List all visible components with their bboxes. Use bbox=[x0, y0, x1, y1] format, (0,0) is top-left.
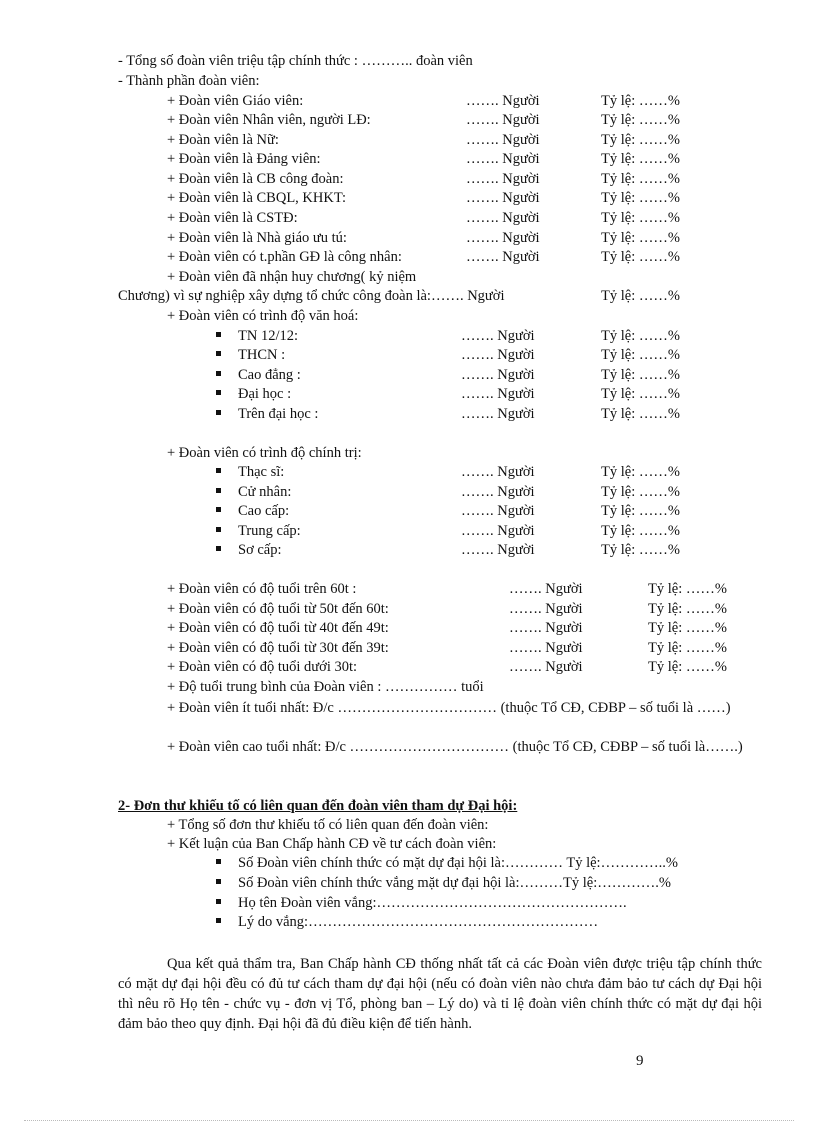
bullet-icon bbox=[216, 879, 221, 884]
bullet-icon bbox=[216, 899, 221, 904]
bullet-icon bbox=[216, 371, 221, 376]
absent-names-line: Họ tên Đoàn viên vắng:……………………………………………. bbox=[216, 894, 627, 914]
bullet-icon bbox=[216, 410, 221, 415]
bullet-icon bbox=[216, 859, 221, 864]
bullet-icon bbox=[216, 507, 221, 512]
composition-title: - Thành phần đoàn viên: bbox=[118, 73, 260, 89]
bullet-icon bbox=[216, 488, 221, 493]
conclusion-line: + Kết luận của Ban Chấp hành CĐ về tư cách đoàn viên: bbox=[167, 836, 497, 852]
complaints-total-line: + Tổng số đơn thư khiếu tố có liên quan đến đoàn viên: bbox=[167, 817, 489, 833]
bullet-icon bbox=[216, 332, 221, 337]
youngest-member-line: + Đoàn viên ít tuổi nhất: Đ/c …………………………… (thuộc Tổ CĐ, CĐBP – số tuổi là ……) bbox=[167, 700, 731, 716]
total-members-line: - Tổng số đoàn viên triệu tập chính thức : ……….. đoàn viên bbox=[118, 53, 473, 69]
medal-line-1: + Đoàn viên đã nhận huy chương( kỷ niệm bbox=[167, 269, 417, 285]
absence-reason-line: Lý do vắng:…………………………………………………… bbox=[216, 913, 598, 933]
attendance-absent-line: Số Đoàn viên chính thức vắng mặt dự đại hội là:………Tỷ lệ:………….% bbox=[216, 874, 671, 894]
bullet-icon bbox=[216, 918, 221, 923]
bullet-icon bbox=[216, 546, 221, 551]
oldest-member-line: + Đoàn viên cao tuổi nhất: Đ/c …………………………… (thuộc Tổ CĐ, CĐBP – số tuổi là…….) bbox=[167, 739, 743, 755]
closing-paragraph: Qua kết quả thẩm tra, Ban Chấp hành CĐ thống nhất tất cả các Đoàn viên được triệu tập chính thức có mặt dự đại hội đều có đủ tư cách tham dự đại hội (nếu có đoàn viên nào chưa đảm bảo tư cách dự Đại hội thì nêu rõ Họ tên - chức vụ - đơn vị Tổ, phòng ban – Lý do) và tỉ lệ đoàn viên chính thức có mặt dự đại hội đảm bảo theo quy định. Đại hội đã đủ điều kiện để tiến hành. bbox=[118, 956, 762, 1032]
bullet-icon bbox=[216, 527, 221, 532]
section-2-heading: 2- Đơn thư khiếu tố có liên quan đến đoàn viên tham dự Đại hội: bbox=[118, 798, 518, 814]
politics-title: + Đoàn viên có trình độ chính trị: bbox=[167, 445, 362, 461]
page-number: 9 bbox=[636, 1053, 644, 1069]
culture-title: + Đoàn viên có trình độ văn hoá: bbox=[167, 308, 359, 324]
average-age-line: + Độ tuổi trung bình của Đoàn viên : …………… tuổi bbox=[167, 679, 484, 695]
footer-divider bbox=[24, 1120, 794, 1121]
attendance-present-line: Số Đoàn viên chính thức có mặt dự đại hội là:………… Tỷ lệ:…………..% bbox=[216, 854, 678, 874]
bullet-icon bbox=[216, 468, 221, 473]
bullet-icon bbox=[216, 351, 221, 356]
document-page: - Tổng số đoàn viên triệu tập chính thức : ……….. đoàn viên - Thành phần đoàn viên: + Đoàn viên Giáo viên: ……. Người Tỷ lệ: ……% + Đoàn viên Nhân viên, người LĐ: ……. Người Tỷ lệ: ……% + Đoàn viên là Nữ: ……. Người Tỷ lệ: ……% + Đoàn viên là Đảng viên: ……. Người Tỷ lệ: ……% + Đoàn viên là CB công đoàn: ……. Người Tỷ lệ: ……% + Đoàn viên là CBQL, KHKT: ……. Người Tỷ lệ: ……% + Đoàn viên là CSTĐ: ……. Người Tỷ lệ: ……% + Đoàn viên là Nhà giáo ưu tú: ……. Người Tỷ lệ: ……% + Đoàn viên có t.phần GĐ là công nhân: ……. Người Tỷ lệ: ……% + Đoàn viên đã nhận huy chương( kỷ niệm Chương) vì sự nghiệp xây dựng tổ chức công đoàn là:……. Người Tỷ lệ: ……% + Đoàn viên có trình độ văn hoá: TN 12/12: ……. Người Tỷ lệ: ……% THCN : ……. Người Tỷ lệ: ……% Cao đẳng : ……. Người Tỷ lệ: ……% Đại học : ……. Người Tỷ lệ: ……% Trên đại học : ……. Người Tỷ lệ: ……% + Đoàn viên có trình độ chính trị: Thạc sĩ: ……. Người Tỷ lệ: ……% Cử nhân: ……. Người Tỷ lệ: ……% Cao cấp: ……. Người Tỷ lệ: ……% Trung cấp: ……. Người Tỷ lệ: ……% Sơ cấp: ……. Người Tỷ lệ: ……% + Đoàn viên có độ tuổi trên 60t : ……. Người Tỷ lệ: ……% + Đoàn viên có độ tuổi từ 50t đến 60t: ……. Người Tỷ lệ: ……% + Đoàn viên có độ tuổi từ 40t đến 49t: ……. Người Tỷ lệ: ……% + Đoàn viên có độ tuổi từ 30t đến 39t: ……. Người Tỷ lệ: ……% + Đoàn viên có độ tuổi dưới 30t: ……. Người Tỷ lệ: ……% + Độ tuổi trung bình của Đoàn viên : …………… tuổi + Đoàn viên ít tuổi nhất: Đ/c …………………………… (thuộc Tổ CĐ, CĐBP – số tuổi là ……) + Đoàn viên cao tuổi nhất: Đ/c …………………………… (thuộc Tổ CĐ, CĐBP – số tuổi là…….) 2- Đơn thư khiếu tố có liên quan đến đoàn viên tham dự Đại hội: + Tổng số đơn thư khiếu tố có liên quan đến đoàn viên: + Kết luận của Ban Chấp hành CĐ về tư cách đoàn viên: Số Đoàn viên chính thức có mặt dự đại hội là:………… Tỷ lệ:…………..% Số Đoàn viên chính thức vắng mặt dự đại hội là:………Tỷ lệ:………….% Họ tên Đoàn viên vắng:……………………………………………. Lý do vắng:…………………………………………………… Qua kết quả thẩm tra, Ban Chấp hành CĐ thống nhất tất cả các Đoàn viên được triệu tập chính thức có mặt dự đại hội đều có đủ tư cách tham dự đại hội (nếu có đoàn viên nào chưa đảm bảo tư cách dự Đại hội thì nêu rõ Họ tên - chức vụ - đơn vị Tổ, phòng ban – Lý do) và tỉ lệ đoàn viên chính thức có mặt dự đại hội đảm bảo theo quy định. Đại hội đã đủ điều kiện để tiến hành. 9 bbox=[0, 0, 816, 1123]
bullet-icon bbox=[216, 390, 221, 395]
